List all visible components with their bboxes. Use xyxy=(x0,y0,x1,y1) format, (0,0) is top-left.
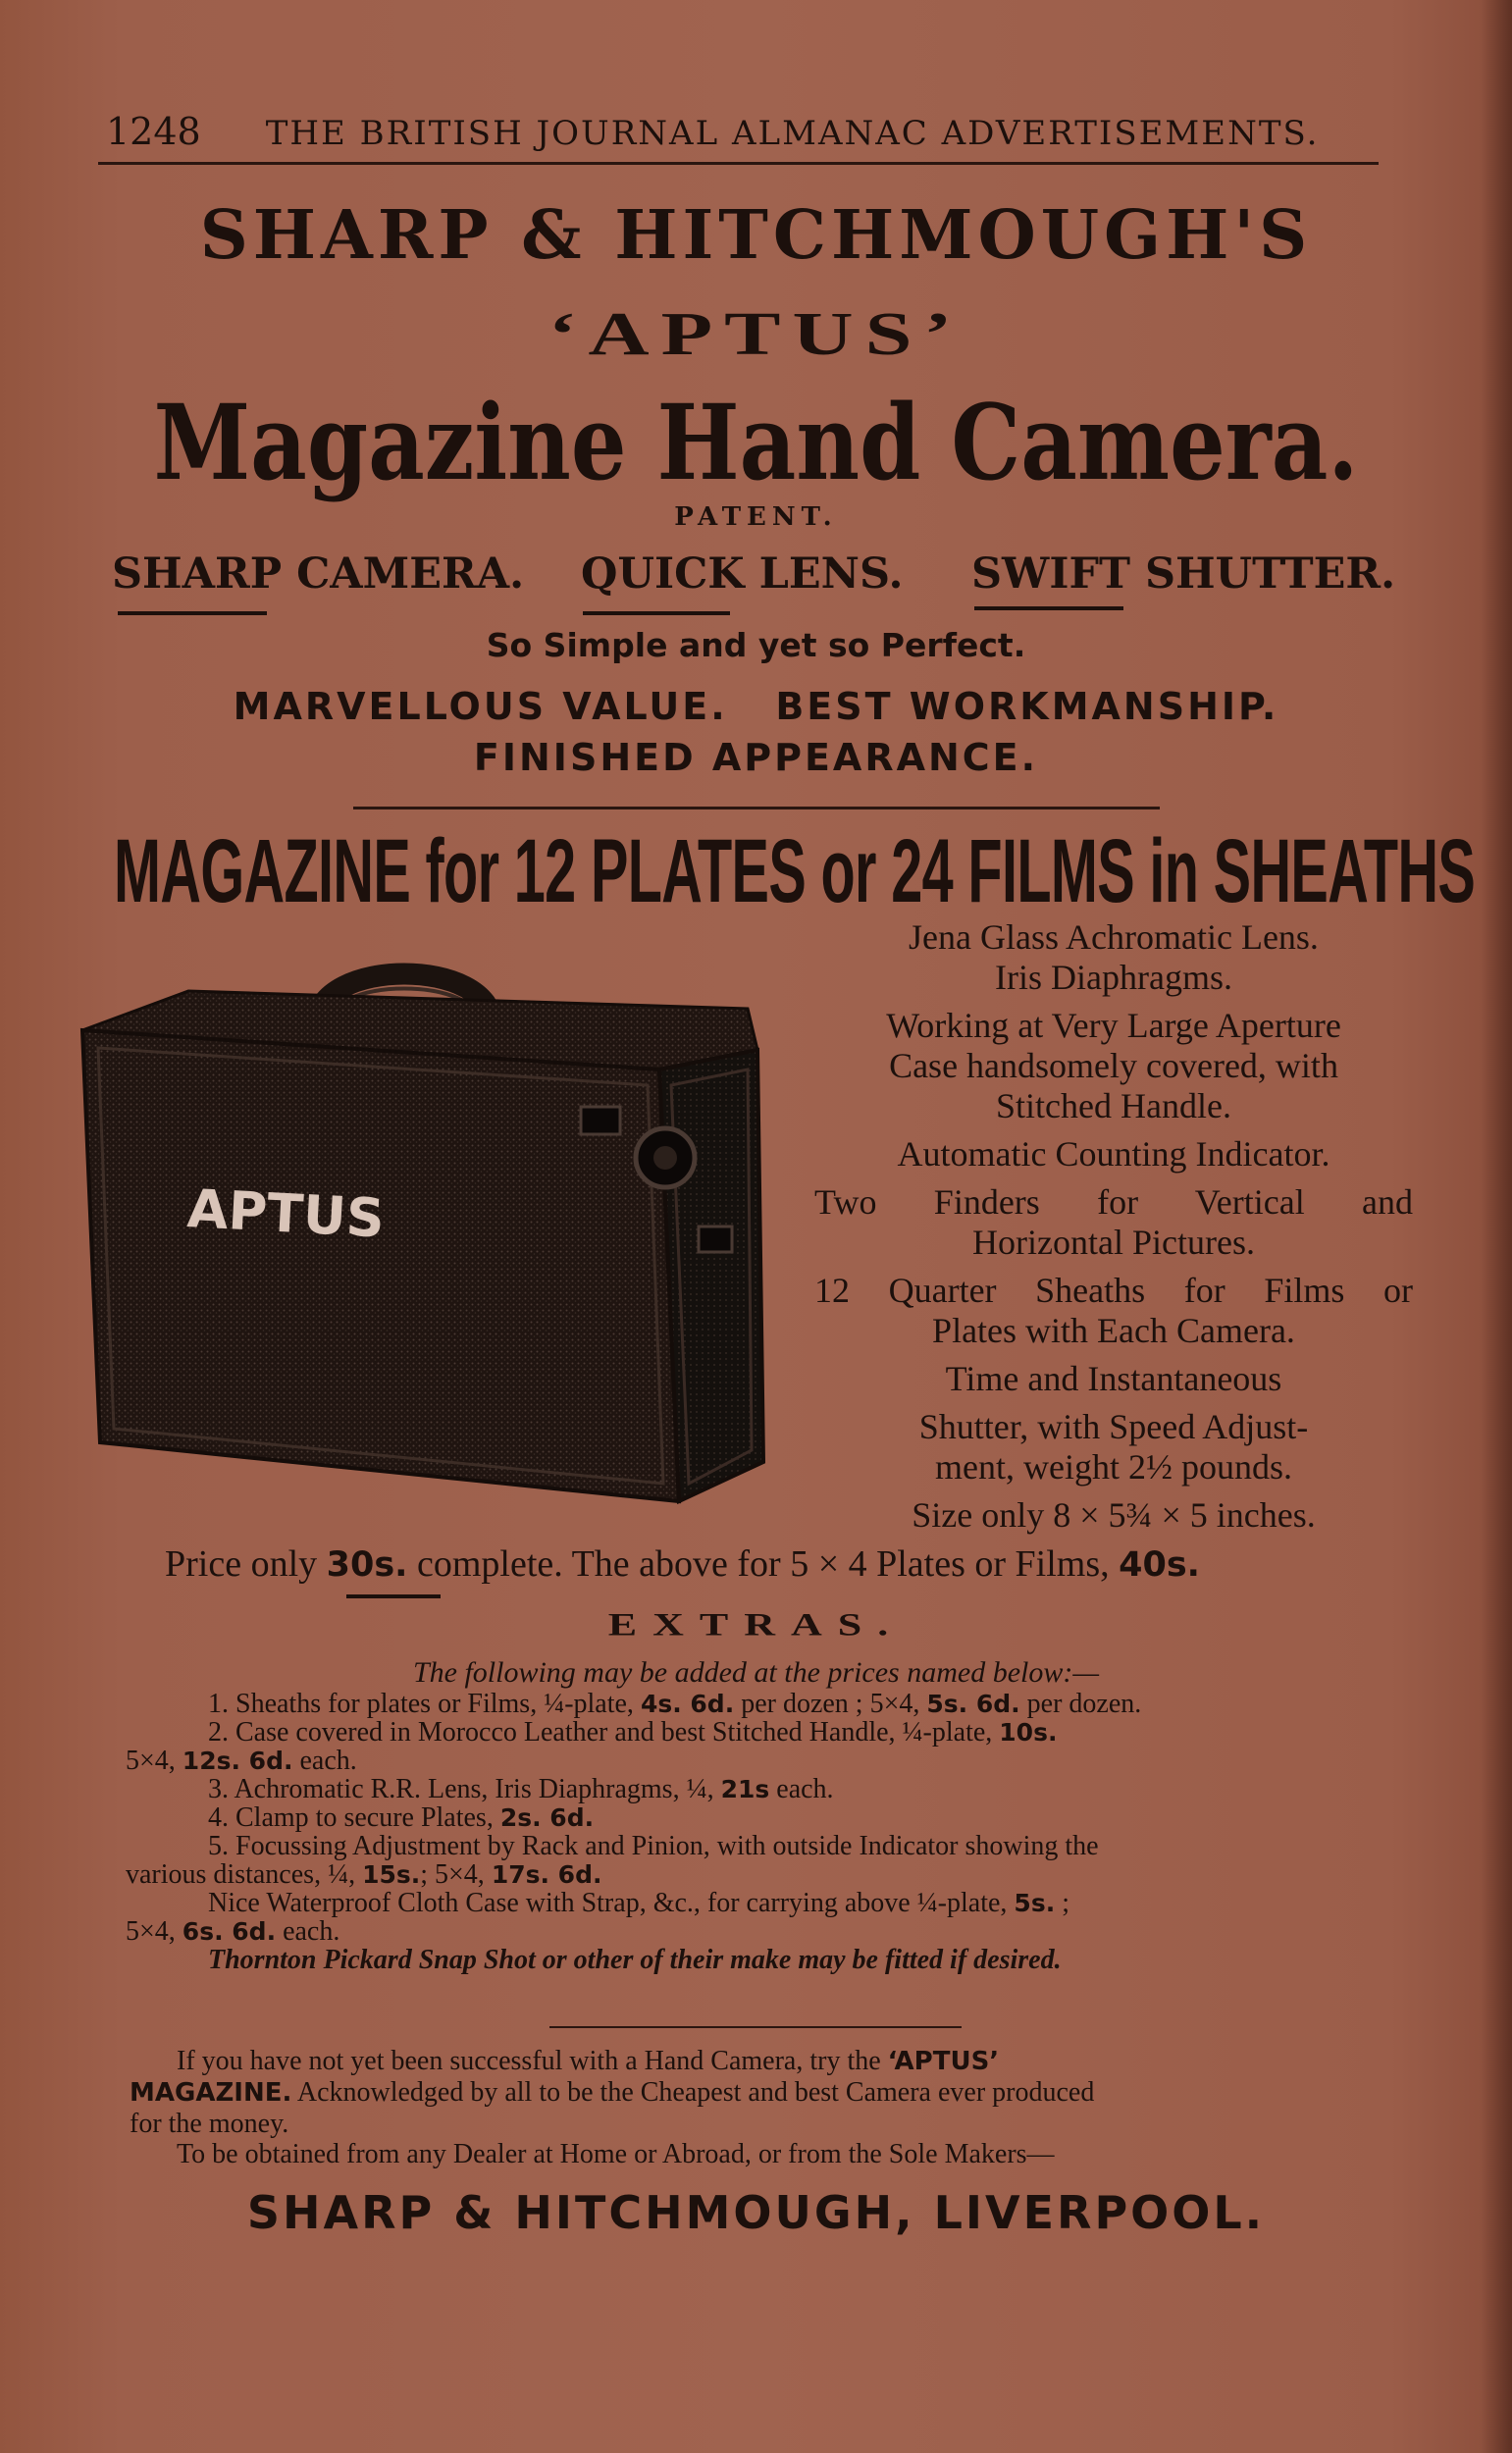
feature-line: Plates with Each Camera. xyxy=(932,1311,1295,1350)
feature-line: Iris Diaphragms. xyxy=(995,958,1232,997)
list-item: 5×4, 6s. 6d. each. xyxy=(126,1916,340,1947)
feature-line: Stitched Handle. xyxy=(996,1086,1231,1125)
extras-intro: The following may be added at the prices named below:— xyxy=(412,1656,1100,1689)
feature-line: Case handsomely covered, with xyxy=(889,1046,1338,1085)
list-item: 5. Focussing Adjustment by Rack and Pinion, with outside Indicator showing the xyxy=(208,1831,1099,1861)
tagline-underline xyxy=(118,611,267,615)
section-rule xyxy=(353,807,1160,809)
feature-line: Shutter, with Speed Adjust- xyxy=(918,1407,1309,1446)
feature-list xyxy=(814,917,1413,1536)
tagline-underline xyxy=(974,606,1123,610)
footer-maker: SHARP & HITCHMOUGH, LIVERPOOL. xyxy=(246,2186,1266,2239)
qualities-line-2: FINISHED APPEARANCE. xyxy=(473,736,1039,779)
price-amount-large: 40s. xyxy=(1119,1545,1200,1585)
tagline-quick-lens: QUICK LENS. xyxy=(581,549,904,599)
maker-title: SHARP & HITCHMOUGH'S xyxy=(199,196,1313,275)
list-item: 2. Case covered in Morocco Leather and best Stitched Handle, ¼-plate, 10s. xyxy=(208,1717,1058,1748)
list-item: 1. Sheaths for plates or Films, ¼-plate, 4s. 6d. per dozen ; 5×4, 5s. 6d. per dozen. xyxy=(208,1689,1142,1719)
feature-line: ment, weight 2½ pounds. xyxy=(935,1447,1292,1487)
camera-front xyxy=(82,1030,679,1501)
price-middle: complete. The above for 5 × 4 Plates or Films, xyxy=(416,1543,1110,1585)
feature-line: 12 Quarter Sheaths for Films or xyxy=(814,1271,1413,1310)
patent-label: PATENT. xyxy=(674,502,838,532)
price-prefix: Price only xyxy=(165,1543,318,1585)
feature-line: Horizontal Pictures. xyxy=(972,1223,1255,1262)
extras-list xyxy=(126,1689,1405,1975)
feature-line: Automatic Counting Indicator. xyxy=(897,1134,1330,1174)
product-title: Magazine Hand Camera. xyxy=(153,381,1359,503)
finder-window-icon xyxy=(581,1107,620,1134)
finder-window-icon xyxy=(699,1226,732,1252)
price-underline xyxy=(346,1594,441,1598)
slogan: So Simple and yet so Perfect. xyxy=(486,626,1026,664)
feature-line: Two Finders for Vertical and xyxy=(814,1182,1413,1222)
magazine-headline: MAGAZINE for 12 PLATES or 24 FILMS in SHEATHS xyxy=(114,821,1476,921)
feature-line: Working at Very Large Aperture xyxy=(886,1006,1341,1045)
extras-heading: EXTRAS. xyxy=(607,1606,905,1643)
list-item: 3. Achromatic R.R. Lens, Iris Diaphragms, ¼, 21s each. xyxy=(208,1774,834,1804)
section-rule xyxy=(549,2026,962,2028)
running-header xyxy=(106,110,1382,153)
feature-line: Jena Glass Achromatic Lens. xyxy=(909,917,1319,957)
closing-paragraph: If you have not yet been successful with a Hand Camera, try the ‘APTUS’ MAGAZINE. Acknowledged by all to be the Cheapest and best Camera ever produced for the money. To be obtained from any Dealer at Home or Abroad, or from the Sole Makers— xyxy=(130,2046,1095,2169)
tagline-underline xyxy=(583,611,730,615)
tagline-swift-shutter: SWIFT SHUTTER. xyxy=(971,549,1396,599)
tagline-sharp-camera: SHARP CAMERA. xyxy=(112,549,525,599)
brand-title: ‘APTUS’ xyxy=(547,299,965,368)
camera-illustration xyxy=(71,932,777,1511)
list-item: Nice Waterproof Cloth Case with Strap, &c., for carrying above ¼-plate, 5s. ; xyxy=(208,1888,1069,1918)
list-item: 5×4, 12s. 6d. each. xyxy=(126,1746,357,1776)
price-line xyxy=(165,1542,1411,1586)
running-title: THE BRITISH JOURNAL ALMANAC ADVERTISEMENTS. xyxy=(265,114,1320,153)
header-rule xyxy=(98,162,1379,165)
price-amount: 30s. xyxy=(326,1545,408,1585)
feature-line: Time and Instantaneous xyxy=(945,1359,1282,1398)
list-item: 4. Clamp to secure Plates, 2s. 6d. xyxy=(208,1802,595,1833)
feature-line: Size only 8 × 5¾ × 5 inches. xyxy=(912,1495,1316,1535)
list-item: Thornton Pickard Snap Shot or other of their make may be fitted if desired. xyxy=(208,1945,1062,1975)
page-number: 1248 xyxy=(106,110,201,153)
camera-label: APTUS xyxy=(185,1177,387,1250)
qualities-line-1: MARVELLOUS VALUE. BEST WORKMANSHIP. xyxy=(233,685,1279,728)
list-item: various distances, ¼, 15s.; 5×4, 17s. 6d. xyxy=(126,1859,602,1890)
